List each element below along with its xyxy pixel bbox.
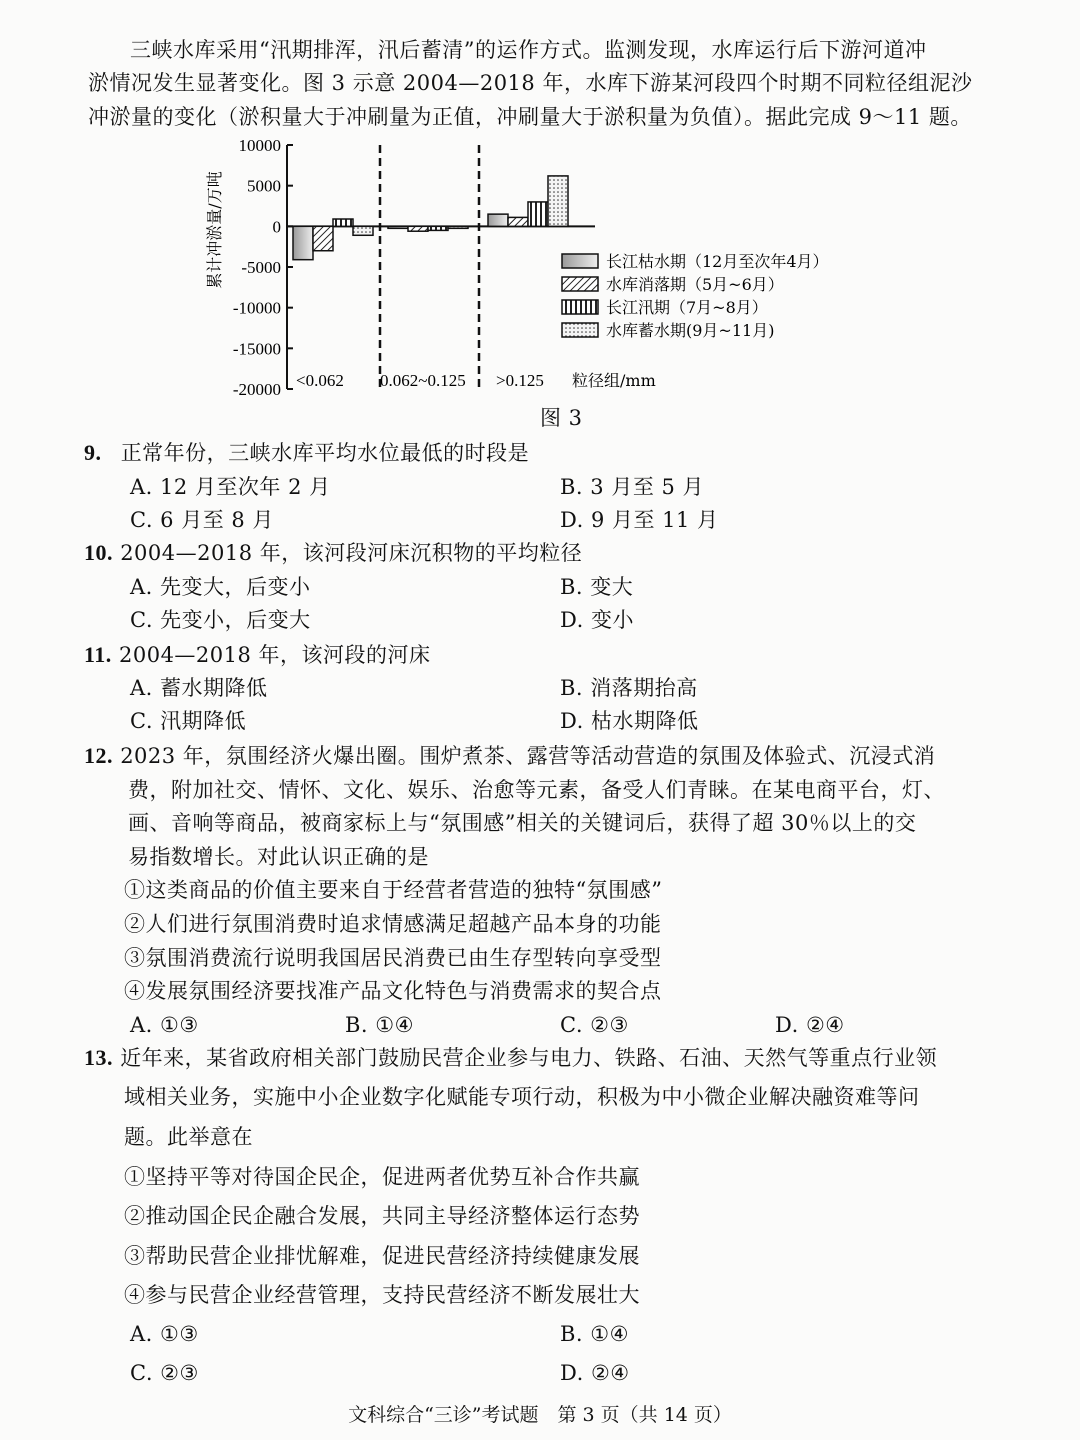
intro-line: 冲淤量的变化（淤积量大于冲刷量为正值，冲刷量大于淤积量为负值）。据此完成 9～11 题。	[88, 105, 972, 129]
option-a: A. 12 月至次年 2 月	[130, 475, 331, 499]
intro-line: 淤情况发生显著变化。图 3 示意 2004—2018 年，水库下游某河段四个时期不同粒径组泥沙	[88, 71, 973, 95]
bar-3-1	[448, 226, 468, 228]
y-tick-label: -5000	[241, 258, 281, 277]
y-axis-label: 累计冲淤量/万吨	[205, 171, 224, 289]
y-tick-label: -20000	[232, 380, 281, 399]
option-d: D. 9 月至 11 月	[560, 508, 719, 532]
bar-0-0	[293, 226, 313, 259]
question-number: 10.	[84, 540, 113, 565]
x-axis-label: 粒径组/mm	[572, 371, 656, 390]
option-a: A. ①③	[130, 1322, 199, 1346]
option-b: B. 消落期抬高	[560, 676, 698, 700]
bar-0-2	[488, 214, 508, 226]
intro-line: 三峡水库采用“汛期排浑，汛后蓄清”的运作方式。监测发现，水库运行后下游河道冲	[130, 38, 927, 62]
legend-swatch-3	[562, 323, 598, 337]
y-tick-label: 5000	[247, 176, 281, 196]
legend-swatch-2	[562, 300, 598, 314]
statement: ①坚持平等对待国企民企，促进两者优势互补合作共赢	[124, 1165, 640, 1189]
y-tick-label: -15000	[232, 339, 281, 359]
option-b: B. ①④	[345, 1013, 414, 1037]
question-stem: 2004—2018 年，该河段河床沉积物的平均粒径	[120, 541, 583, 565]
statement: ④发展氛围经济要找准产品文化特色与消费需求的契合点	[124, 979, 662, 1003]
option-c: C. 汛期降低	[130, 709, 247, 733]
legend-label-1: 水库消落期（5月~6月）	[606, 275, 784, 294]
statement: ④参与民营企业经营管理，支持民营经济不断发展壮大	[124, 1283, 640, 1307]
option-d: D. ②④	[560, 1361, 630, 1385]
option-d: D. 变小	[560, 608, 634, 632]
y-tick-label: -10000	[232, 298, 281, 318]
page-footer: 文科综合“三诊”考试题 第 3 页（共 14 页）	[348, 1404, 732, 1426]
sediment-bar-chart	[200, 130, 900, 430]
question-stem: 2004—2018 年，该河段的河床	[118, 643, 431, 667]
statement: ②人们进行氛围消费时追求情感满足超越产品本身的功能	[124, 912, 662, 936]
question-stem: 画、音响等商品，被商家标上与“氛围感”相关的关键词后，获得了超 30％以上的交	[128, 811, 917, 835]
option-a: A. 蓄水期降低	[130, 676, 268, 700]
option-c: C. 6 月至 8 月	[130, 508, 274, 532]
question-stem: 正常年份，三峡水库平均水位最低的时段是	[120, 441, 530, 465]
bar-2-2	[528, 202, 548, 226]
legend-label-2: 长江汛期（7月~8月）	[606, 298, 768, 317]
y-tick-label: 10000	[238, 136, 281, 155]
question-stem: 近年来，某省政府相关部门鼓励民营企业参与电力、铁路、石油、天然气等重点行业领	[120, 1046, 938, 1070]
bar-3-0	[353, 226, 373, 235]
option-b: B. ①④	[560, 1322, 629, 1346]
question-stem: 题。此举意在	[124, 1125, 253, 1149]
question-stem: 2023 年，氛围经济火爆出圈。围炉煮茶、露营等活动营造的氛围及体验式、沉浸式消	[120, 744, 936, 768]
question-number: 13.	[84, 1045, 113, 1070]
option-b: B. 3 月至 5 月	[560, 475, 705, 499]
option-c: C. ②③	[130, 1361, 199, 1385]
option-b: B. 变大	[560, 575, 634, 599]
question-stem: 域相关业务，实施中小企业数字化赋能专项行动，积极为中小微企业解决融资难等问	[124, 1085, 920, 1109]
bar-1-2	[508, 217, 528, 226]
y-tick-label: 0	[272, 217, 281, 237]
question-number: 9.	[84, 440, 102, 465]
option-d: D. 枯水期降低	[560, 709, 699, 733]
x-category-label: >0.125	[496, 371, 544, 390]
question-stem: 费，附加社交、情怀、文化、娱乐、治愈等元素，备受人们青睐。在某电商平台，灯、	[128, 778, 945, 802]
option-a: A. 先变大，后变小	[130, 575, 311, 599]
statement: ②推动国企民企融合发展，共同主导经济整体运行态势	[124, 1204, 640, 1228]
bar-2-1	[428, 226, 448, 230]
bar-2-0	[333, 219, 353, 226]
question-stem: 易指数增长。对此认识正确的是	[128, 845, 429, 869]
question-number: 12.	[84, 743, 113, 768]
x-category-label: 0.062~0.125	[380, 371, 466, 390]
legend-swatch-0	[562, 254, 598, 268]
figure-caption: 图 3	[540, 406, 583, 430]
statement: ③帮助民营企业排忧解难，促进民营经济持续健康发展	[124, 1244, 640, 1268]
legend-label-3: 水库蓄水期(9月~11月)	[606, 321, 775, 340]
bar-1-0	[313, 226, 333, 250]
option-d: D. ②④	[775, 1013, 845, 1037]
option-a: A. ①③	[130, 1013, 199, 1037]
bar-0-1	[388, 226, 408, 228]
bar-1-1	[408, 226, 428, 231]
x-category-label: <0.062	[296, 371, 344, 390]
option-c: C. ②③	[560, 1013, 629, 1037]
question-number: 11.	[84, 642, 112, 667]
option-c: C. 先变小，后变大	[130, 608, 311, 632]
statement: ③氛围消费流行说明我国居民消费已由生存型转向享受型	[124, 946, 662, 970]
legend-swatch-1	[562, 277, 598, 291]
statement: ①这类商品的价值主要来自于经营者营造的独特“氛围感”	[124, 878, 663, 902]
legend-label-0: 长江枯水期（12月至次年4月）	[606, 252, 829, 271]
bar-3-2	[548, 176, 568, 226]
